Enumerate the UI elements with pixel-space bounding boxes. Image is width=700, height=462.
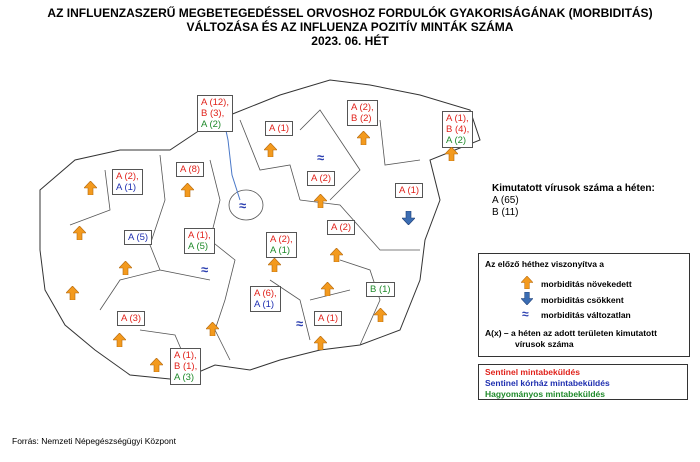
unchanged-icon: ≈ <box>296 316 304 331</box>
source-note: Forrás: Nemzeti Népegészségügyi Központ <box>12 436 176 446</box>
bacs-sentinel: A (6), <box>254 288 277 299</box>
arrow-up-icon <box>321 282 334 296</box>
arrow-up-icon <box>119 261 132 275</box>
szabolcs-traditional: A (2) <box>446 135 467 146</box>
legend-decrease: morbiditás csökkent <box>541 295 624 305</box>
arrow-up-icon <box>113 333 126 347</box>
virus-count-a: A (65) <box>492 195 519 206</box>
virus-count-b: B (11) <box>492 207 519 218</box>
label-szabolcs <box>442 111 473 148</box>
legend-unchanged: morbiditás változatlan <box>541 310 631 320</box>
unchanged-icon: ≈ <box>522 307 529 321</box>
szabolcs-sentinel-b: B (4), <box>446 124 470 135</box>
arrow-up-icon <box>374 308 387 322</box>
label-bekes <box>366 282 395 297</box>
pest-traditional: A (1) <box>270 245 291 256</box>
arrow-down-icon <box>521 292 533 305</box>
label-nograd <box>265 121 293 136</box>
label-gyor <box>112 169 143 195</box>
fejer-traditional: A (5) <box>188 241 209 252</box>
szabolcs-sentinel: A (1), <box>446 113 469 124</box>
gyor-hospital: A (1) <box>116 182 137 193</box>
jasz-sentinel: A (2) <box>331 222 352 233</box>
csongrad-sentinel: A (1) <box>318 313 339 324</box>
arrow-up-icon <box>150 358 163 372</box>
label-jasz <box>327 220 355 235</box>
label-csongrad <box>314 311 342 326</box>
arrow-down-icon <box>402 211 415 225</box>
hajdu-sentinel: A (1) <box>399 185 420 196</box>
baranya-traditional: A (3) <box>174 372 195 383</box>
label-fejer <box>184 228 215 254</box>
legend-note-1: A(x) – a héten az adott területen kimutatott <box>485 328 657 338</box>
label-vas <box>124 230 152 245</box>
heves-sentinel: A (2) <box>311 173 332 184</box>
title-line-3: 2023. 06. HÉT <box>311 34 389 48</box>
vas-hospital: A (5) <box>128 232 149 243</box>
title-line-2: VÁLTOZÁSA ÉS AZ INFLUENZA POZITÍV MINTÁK SZÁMA <box>186 20 514 34</box>
arrow-up-icon <box>268 258 281 272</box>
sample-legend <box>478 364 688 400</box>
borsod-sentinel: A (2), <box>351 102 374 113</box>
fejer-sentinel: A (1), <box>188 230 211 241</box>
label-budapest <box>197 95 233 132</box>
arrow-up-icon <box>521 276 533 289</box>
legend-note-2: vírusok száma <box>515 339 574 349</box>
arrow-up-icon <box>330 248 343 262</box>
pest-sentinel: A (2), <box>270 234 293 245</box>
arrow-up-icon <box>357 131 370 145</box>
budapest-sentinel: A (12), <box>201 97 229 108</box>
bacs-hospital: A (1) <box>254 299 275 310</box>
arrow-up-icon <box>73 226 86 240</box>
label-baranya <box>170 348 201 385</box>
label-heves <box>307 171 335 186</box>
arrow-up-icon <box>66 286 79 300</box>
label-hajdu <box>395 183 423 198</box>
label-zala <box>117 311 145 326</box>
country-outline <box>40 80 480 380</box>
budapest-traditional: A (2) <box>201 119 222 130</box>
unchanged-icon: ≈ <box>201 262 209 277</box>
virus-counts: Kimutatott vírusok száma a héten: A (65) B (11) <box>492 183 655 218</box>
arrow-up-icon <box>314 194 327 208</box>
arrow-up-icon <box>84 181 97 195</box>
baranya-sentinel-b: B (1), <box>174 361 198 372</box>
arrow-up-icon <box>445 147 458 161</box>
arrow-up-icon <box>206 322 219 336</box>
arrow-up-icon <box>314 336 327 350</box>
label-borsod <box>347 100 378 126</box>
baranya-sentinel: A (1), <box>174 350 197 361</box>
legend-sentinel: Sentinel mintabeküldés <box>485 367 580 377</box>
budapest-sentinel-b: B (3), <box>201 108 225 119</box>
virus-counts-heading: Kimutatott vírusok száma a héten <box>492 183 652 194</box>
bekes-traditional: B (1) <box>370 284 391 295</box>
legend-traditional: Hagyományos mintabeküldés <box>485 389 605 399</box>
unchanged-icon: ≈ <box>239 198 247 213</box>
arrow-up-icon <box>264 143 277 157</box>
komarom-sentinel: A (8) <box>180 164 201 175</box>
title-line-1: AZ INFLUENZASZERŰ MEGBETEGEDÉSSEL ORVOSHOZ FORDULÓK GYAKORISÁGÁNAK (MORBIDITÁS) <box>47 6 653 20</box>
legend-increase: morbiditás növekedett <box>541 279 632 289</box>
unchanged-icon: ≈ <box>317 150 325 165</box>
legend-hospital: Sentinel kórház mintabeküldés <box>485 378 610 388</box>
label-komarom <box>176 162 204 177</box>
zala-sentinel: A (3) <box>121 313 142 324</box>
gyor-sentinel: A (2), <box>116 171 139 182</box>
borsod-sentinel-b: B (2) <box>351 113 372 124</box>
label-bacs <box>250 286 281 312</box>
trend-legend <box>478 253 690 357</box>
label-pest <box>266 232 297 258</box>
arrow-up-icon <box>181 183 194 197</box>
nograd-sentinel: A (1) <box>269 123 290 134</box>
legend-heading: Az előző héthez viszonyítva a <box>485 259 605 269</box>
